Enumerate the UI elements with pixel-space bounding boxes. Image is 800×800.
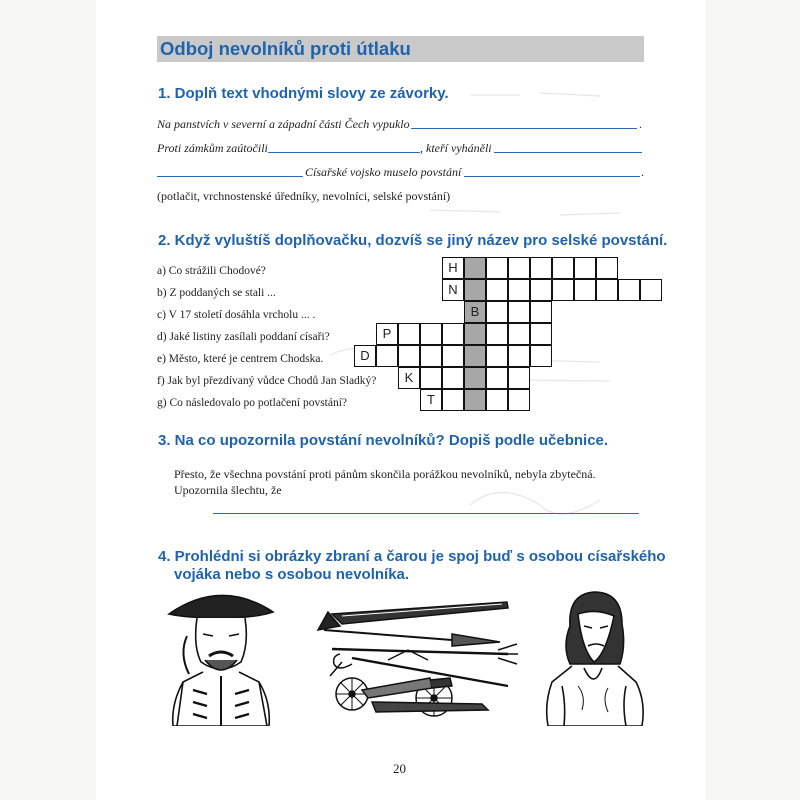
crossword-cell[interactable] bbox=[486, 323, 508, 345]
task4-heading-line1: 4. Prohlédni si obrázky zbraní a čarou je spoj buď s osobou císařského bbox=[158, 548, 666, 565]
crossword-cell: K bbox=[398, 367, 420, 389]
answer-line-1[interactable] bbox=[411, 128, 637, 129]
crossword-cell[interactable] bbox=[420, 323, 442, 345]
crossword-cell: D bbox=[354, 345, 376, 367]
crossword-cell[interactable] bbox=[464, 279, 486, 301]
clue-b: b) Z poddaných se stali ... bbox=[157, 287, 276, 299]
crossword-cell: B bbox=[464, 301, 486, 323]
answer-line-4[interactable] bbox=[157, 176, 303, 177]
crossword-cell[interactable] bbox=[640, 279, 662, 301]
task3-paragraph: Přesto, že všechna povstání proti pánům skončila porážkou nevolníků, nebyla zbytečná. Upozornila šlechtu, že bbox=[174, 467, 596, 497]
crossword-cell[interactable] bbox=[486, 367, 508, 389]
crossword-cell[interactable] bbox=[530, 323, 552, 345]
task4-heading-line2: vojáka nebo s osobou nevolníka. bbox=[174, 566, 410, 583]
crossword-cell[interactable] bbox=[508, 323, 530, 345]
crossword-cell[interactable] bbox=[464, 367, 486, 389]
crossword-cell[interactable] bbox=[596, 257, 618, 279]
crossword-cell[interactable] bbox=[486, 257, 508, 279]
crossword-cell[interactable] bbox=[486, 279, 508, 301]
crossword-cell[interactable] bbox=[574, 257, 596, 279]
crossword-cell[interactable] bbox=[486, 301, 508, 323]
crossword-cell[interactable] bbox=[530, 279, 552, 301]
crossword-cell[interactable] bbox=[398, 323, 420, 345]
crossword-cell[interactable] bbox=[464, 389, 486, 411]
crossword-cell[interactable] bbox=[464, 345, 486, 367]
answer-line-5[interactable] bbox=[464, 176, 640, 177]
task1-sentence3: Císařské vojsko muselo povstání bbox=[305, 165, 462, 179]
task3-heading: 3. Na co upozornila povstání nevolníků? Dopiš podle učebnice. bbox=[158, 432, 609, 449]
crossword-cell[interactable] bbox=[552, 279, 574, 301]
crossword-cell[interactable] bbox=[508, 279, 530, 301]
crossword-cell[interactable] bbox=[442, 345, 464, 367]
answer-line-3[interactable] bbox=[494, 152, 642, 153]
clue-d: d) Jaké listiny zasílali poddaní císaři? bbox=[157, 331, 330, 343]
crossword-cell[interactable] bbox=[530, 345, 552, 367]
crossword-cell[interactable] bbox=[376, 345, 398, 367]
crossword-cell[interactable] bbox=[552, 257, 574, 279]
weapons-illustration[interactable] bbox=[312, 594, 522, 724]
crossword-cell[interactable] bbox=[530, 257, 552, 279]
crossword-cell[interactable] bbox=[574, 279, 596, 301]
task1-sentence2b: , kteří vyháněli bbox=[420, 141, 492, 155]
crossword-cell[interactable] bbox=[618, 279, 640, 301]
crossword-cell[interactable] bbox=[508, 301, 530, 323]
crossword-cell[interactable] bbox=[420, 345, 442, 367]
answer-line-6[interactable] bbox=[213, 513, 639, 514]
task1-sentence2a: Proti zámkům zaútočili bbox=[157, 141, 268, 155]
word-bank: (potlačit, vrchnostenské úředníky, nevolníci, selské povstání) bbox=[157, 189, 451, 203]
clue-g: g) Co následovalo po potlačení povstání? bbox=[157, 397, 348, 409]
page-title: Odboj nevolníků proti útlaku bbox=[160, 38, 411, 59]
clue-e: e) Město, které je centrem Chodska. bbox=[157, 353, 324, 365]
crossword-cell[interactable] bbox=[420, 367, 442, 389]
page-number: 20 bbox=[393, 761, 406, 776]
crossword-cell[interactable] bbox=[442, 323, 464, 345]
crossword-cell: T bbox=[420, 389, 442, 411]
crossword-cell[interactable] bbox=[464, 323, 486, 345]
crossword-cell[interactable] bbox=[398, 345, 420, 367]
period: . bbox=[641, 165, 644, 179]
task1-heading: 1. Doplň text vhodnými slovy ze závorky. bbox=[158, 85, 449, 102]
crossword-cell[interactable] bbox=[596, 279, 618, 301]
peasant-illustration[interactable] bbox=[542, 586, 648, 726]
task1-sentence1: Na panstvích v severní a západní části Čech vypuklo bbox=[157, 117, 410, 131]
crossword-cell[interactable] bbox=[442, 367, 464, 389]
answer-line-2[interactable] bbox=[268, 152, 420, 153]
crossword-cell[interactable] bbox=[508, 367, 530, 389]
crossword-cell[interactable] bbox=[442, 389, 464, 411]
period: . bbox=[639, 117, 642, 131]
crossword-cell[interactable] bbox=[486, 389, 508, 411]
crossword-cell: N bbox=[442, 279, 464, 301]
clue-f: f) Jak byl přezdívaný vůdce Chodů Jan Sladký? bbox=[157, 375, 377, 387]
crossword-cell: H bbox=[442, 257, 464, 279]
crossword-cell[interactable] bbox=[508, 389, 530, 411]
crossword-cell: P bbox=[376, 323, 398, 345]
crossword-cell[interactable] bbox=[530, 301, 552, 323]
clue-c: c) V 17 století dosáhla vrcholu ... . bbox=[157, 309, 316, 321]
crossword-cell[interactable] bbox=[508, 345, 530, 367]
crossword-cell[interactable] bbox=[508, 257, 530, 279]
crossword-cell[interactable] bbox=[486, 345, 508, 367]
crossword-cell[interactable] bbox=[464, 257, 486, 279]
task2-heading: 2. Když vyluštíš doplňovačku, dozvíš se jiný název pro selské povstání. bbox=[158, 232, 668, 249]
clue-a: a) Co strážili Chodové? bbox=[157, 265, 266, 277]
soldier-illustration[interactable] bbox=[163, 584, 279, 726]
